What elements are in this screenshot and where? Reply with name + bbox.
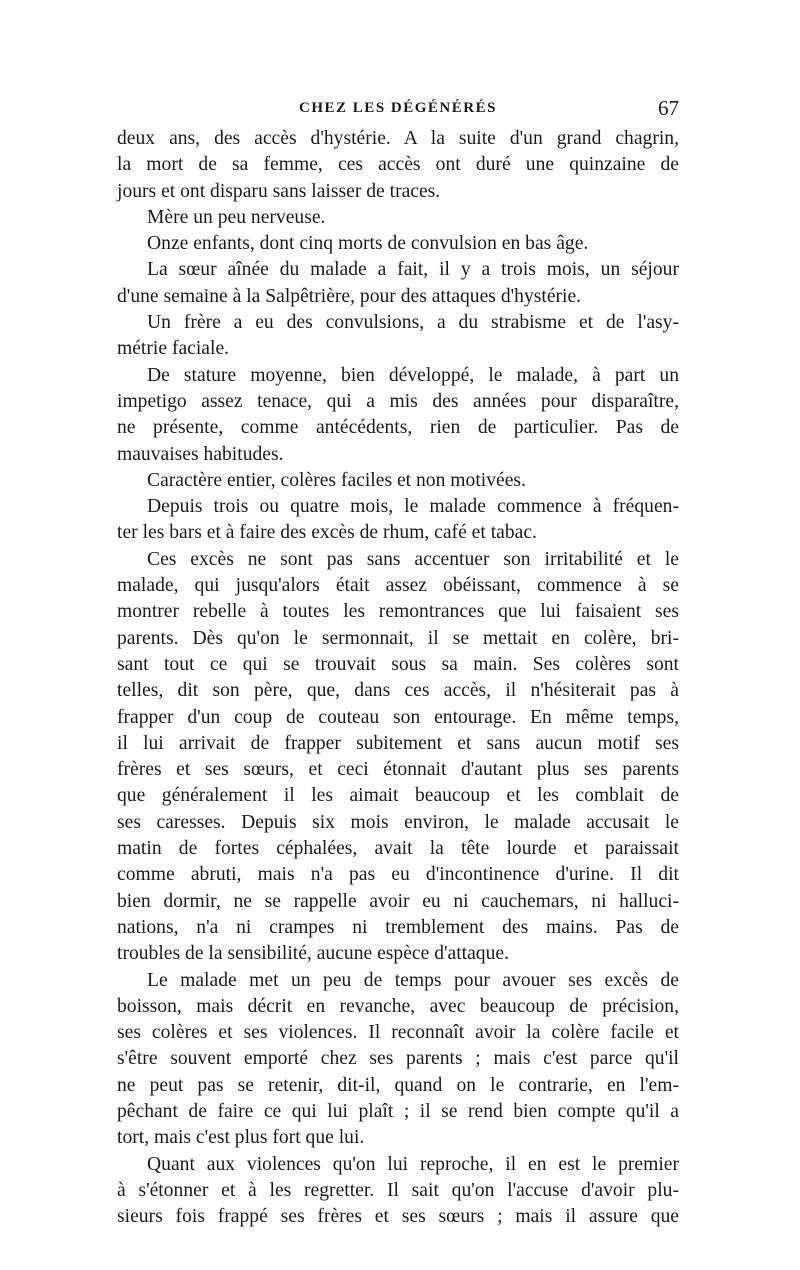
text-line: comme abruti, mais n'a pas eu d'incontinence d'urine. Il dit [117, 864, 679, 886]
text-line: deux ans, des accès d'hystérie. A la suite d'un grand chagrin, [117, 128, 679, 149]
text-line: à s'étonner et à les regretter. Il sait qu'on l'accuse d'avoir plu- [117, 1179, 679, 1201]
text-line: sant tout ce qui se trouvait sous sa main. Ses colères sont [117, 653, 679, 675]
text-line: ses caresses. Depuis six mois environ, le malade accusait le [117, 811, 679, 833]
text-line: que généralement il les aimait beaucoup et les comblait de [117, 785, 679, 807]
text-line: troubles de la sensibilité, aucune espèce d'attaque. [117, 943, 509, 965]
text-line: ses colères et ses violences. Il reconnaît avoir la colère facile et [117, 1022, 679, 1044]
text-line: matin de fortes céphalées, avait la tête lourde et paraissait [117, 838, 679, 860]
text-line: ne présente, comme antécédents, rien de particulier. Pas de [117, 417, 679, 439]
text-line: Ces excès ne sont pas sans accentuer son irritabilité et le [147, 548, 679, 570]
text-line: boisson, mais décrit en revanche, avec beaucoup de précision, [117, 995, 679, 1017]
text-line: parents. Dès qu'on le sermonnait, il se mettait en colère, bri- [117, 627, 679, 649]
text-line: pêchant de faire ce qui lui plaît ; il se rend bien compte qu'il a [117, 1100, 679, 1122]
body-text [117, 126, 679, 1230]
page-number: 67 [658, 96, 679, 120]
text-line: Caractère entier, colères faciles et non motivées. [147, 469, 526, 491]
text-line: Onze enfants, dont cinq morts de convulsion en bas âge. [147, 233, 589, 255]
text-line: tort, mais c'est plus fort que lui. [117, 1127, 365, 1149]
text-line: Le malade met un peu de temps pour avouer ses excès de [147, 969, 679, 991]
text-line: frapper d'un coup de couteau son entourage. En même temps, [117, 706, 679, 728]
text-line: sieurs fois frappé ses frères et ses sœurs ; mais il assure que [117, 1206, 679, 1228]
text-line: Mère un peu nerveuse. [147, 206, 326, 228]
text-line: bien dormir, ne se rappelle avoir eu ni cauchemars, ni halluci- [117, 890, 679, 912]
text-line: nations, n'a ni crampes ni tremblement des mains. Pas de [117, 916, 679, 938]
text-line: d'une semaine à la Salpêtrière, pour des attaques d'hystérie. [117, 285, 582, 307]
text-line: métrie faciale. [117, 338, 230, 360]
text-line: frères et ses sœurs, et ceci étonnait d'autant plus ses parents [117, 759, 679, 781]
text-line: De stature moyenne, bien développé, le malade, à part un [147, 364, 679, 386]
text-line: mauvaises habitudes. [117, 443, 284, 465]
text-line: ter les bars et à faire des excès de rhum, café et tabac. [117, 522, 537, 544]
text-line: s'être souvent emporté chez ses parents ; mais c'est parce qu'il [117, 1048, 679, 1070]
text-line: malade, qui jusqu'alors était assez obéissant, commence à se [117, 575, 679, 597]
running-header [117, 96, 679, 124]
text-line: la mort de sa femme, ces accès ont duré une quinzaine de [117, 154, 679, 176]
text-line: telles, dit son père, que, dans ces accès, il n'hésiterait pas à [117, 680, 679, 702]
running-title: CHEZ LES DÉGÉNÉRÉS [299, 100, 497, 116]
text-line: Quant aux violences qu'on lui reproche, il en est le premier [147, 1153, 679, 1175]
text-line: Depuis trois ou quatre mois, le malade commence à fréquen- [147, 496, 679, 518]
text-line: il lui arrivait de frapper subitement et sans aucun motif ses [117, 732, 679, 754]
text-line: La sœur aînée du malade a fait, il y a trois mois, un séjour [147, 259, 679, 281]
text-line: montrer rebelle à toutes les remontrances que lui faisaient ses [117, 601, 679, 623]
text-line: Un frère a eu des convulsions, a du strabisme et de l'asy- [147, 312, 679, 334]
text-line: jours et ont disparu sans laisser de traces. [117, 180, 441, 202]
text-line: ne peut pas se retenir, dit-il, quand on le contrarie, en l'em- [117, 1074, 679, 1096]
text-line: impetigo assez tenace, qui a mis des années pour disparaître, [117, 390, 679, 412]
